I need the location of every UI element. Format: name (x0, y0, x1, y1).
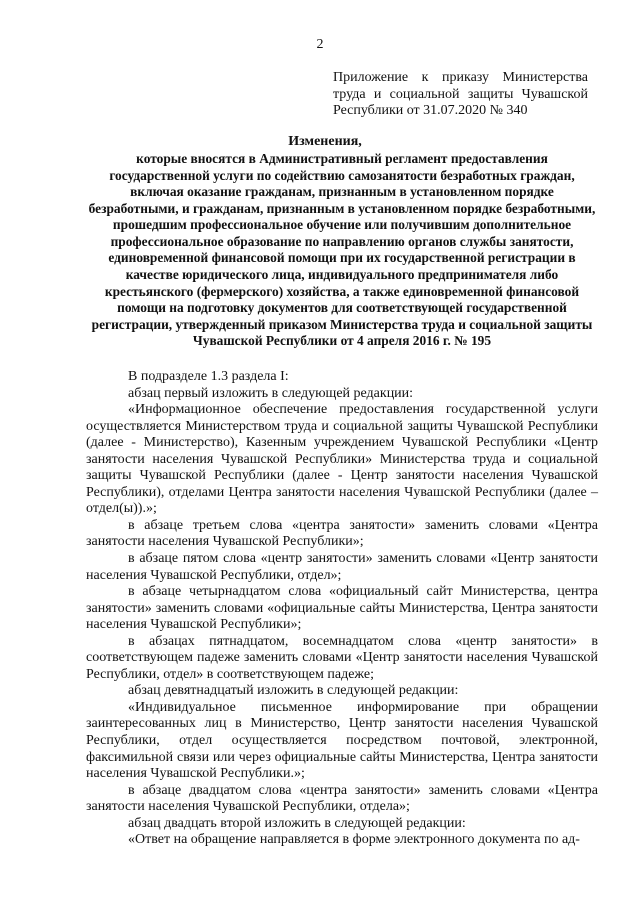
appendix-note: Приложение к приказу Министерства труда и социальной защиты Чувашской Республики от 31.07.2020 № 340 (333, 70, 588, 118)
document-subtitle: которые вносятся в Административный регламент предоставления государственной услуги по содействию самозанятости безработных граждан, включая оказание гражданам, признанным в установленном порядке безработными, и гражданам, признанным в установленном порядке безработными, прошедшим профессиональное обучение или получившим дополнительное профессиональное образование по направлению органов службы занятости, единовременной финансовой помощи при их государственной регистрации в качестве юридического лица, индивидуального предпринимателя либо крестьянского (фермерского) хозяйства, а также единовременной финансовой помощи на подготовку документов для соответствующей государственной регистрации, утвержденный приказом Министерства труда и социальной защиты Чувашской Республики от 4 апреля 2016 г. № 195 (88, 151, 596, 349)
paragraph: в абзаце пятом слова «центр занятости» заменить словами «Центр занятости населения Чувашской Республики, отдел»; (86, 551, 598, 583)
paragraph: абзац двадцать второй изложить в следующей редакции: (128, 815, 466, 831)
paragraph: в абзаце двадцатом слова «центра занятости» заменить словами «Центра занятости населения Чувашской Республики, отдела»; (86, 782, 598, 815)
document-title: Изменения, (288, 134, 362, 149)
paragraph: в абзацах пятнадцатом, восемнадцатом слова «центр занятости» в соответствующем падеже заменить словами «Центр занятости населения Чувашской Республики, отдел» в соответствующем падеже; (86, 633, 598, 682)
paragraph: «Информационное обеспечение предоставления государственной услуги осуществляется Министерством труда и социальной защиты Чувашской Республики (далее - Министерство), Казенным учреждением Чувашской Республики «Центр занятости населения Чувашской Республики» Министерства труда и социальной защиты Чувашской Республики (далее - Центр занятости населения Чувашской Республики), отделами Центра занятости населения Чувашской Республики (далее – отдел(ы)).»; (86, 402, 598, 517)
paragraph: в абзаце третьем слова «центра занятости» заменить словами «Центра занятости населения Чувашской Республики»; (86, 517, 598, 550)
paragraph: «Ответ на обращение направляется в форме электронного документа по ад- (128, 832, 580, 848)
paragraph: абзац первый изложить в следующей редакции: (128, 385, 414, 401)
page-number: 2 (316, 37, 324, 52)
paragraph: «Индивидуальное письменное информирование при обращении заинтересованных лиц в Министерство, Центр занятости населения Чувашской Республики, отдел осуществляется посредством почтовой, электронной, факсимильной связи или через официальные сайты Министерства, Центра занятости населения Чувашской Республики.»; (86, 699, 598, 782)
paragraph: абзац девятнадцатый изложить в следующей редакции: (128, 683, 459, 699)
paragraph: В подразделе 1.3 раздела I: (128, 369, 289, 384)
document-body (86, 369, 598, 849)
paragraph: в абзаце четырнадцатом слова «официальный сайт Министерства, центра занятости» заменить словами «официальные сайты Министерства, Центра занятости населения Чувашской Республики»; (86, 584, 598, 633)
